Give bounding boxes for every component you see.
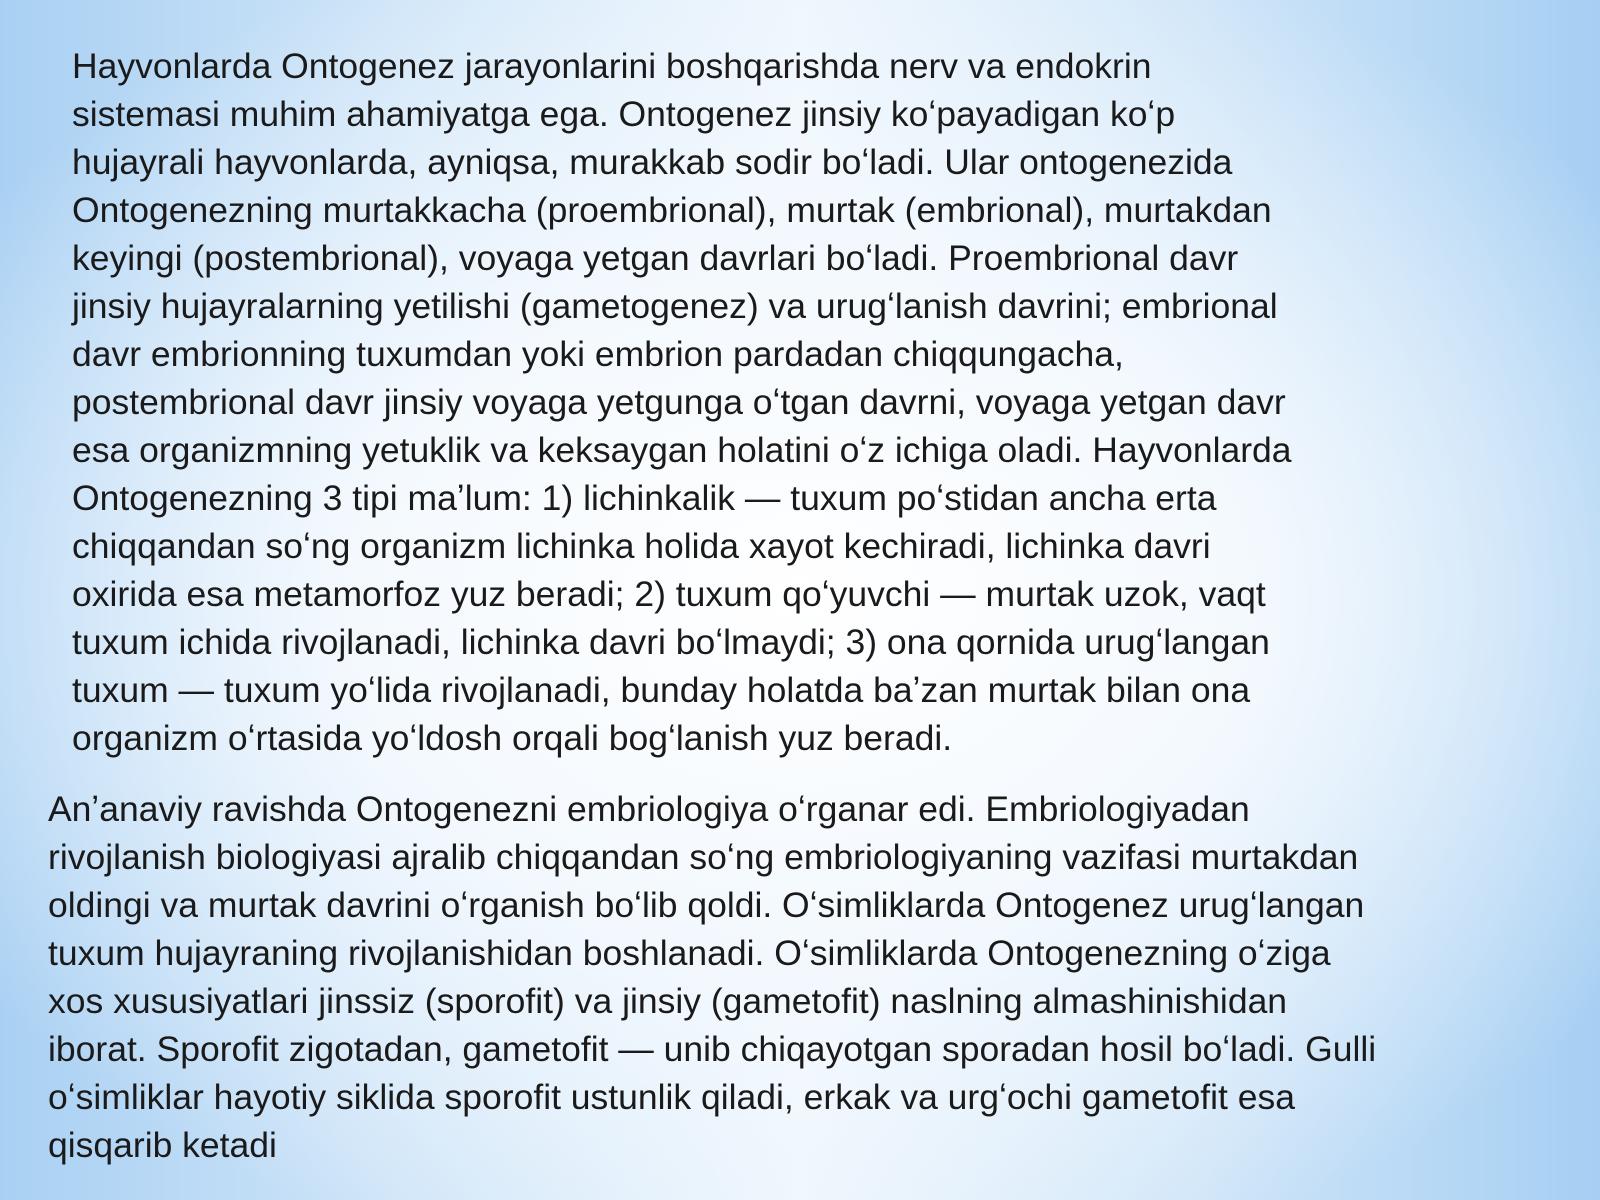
paragraph-plant-ontogenesis: Anʼanaviy ravishda Ontogenezni embriologiya oʻrganar edi. Embriologiyadan rivojlanish biologiyasi ajralib chiqqandan soʻng embriologiyaning vazifasi murtakdan oldingi va murtak davrini oʻrganish boʻlib qoldi. Oʻsimliklarda Ontogenez urugʻlangan tuxum hujayraning rivojlanishidan boshlanadi. Oʻsimliklarda Ontogenezning oʻziga xos xususiyatlari jinssiz (sporofit) va jinsiy (gametofit) naslning almashinishidan iborat. Sporofit zigotadan, gametofit — unib chiqayotgan sporadan hosil boʻladi. Gulli oʻsimliklar hayotiy siklida sporofit ustunlik qiladi, erkak va urgʻochi gametofit esa qisqarib ketadi — [48, 789, 1377, 1165]
paragraph-animal-ontogenesis: Hayvonlarda Ontogenez jarayonlarini boshqarishda nerv va endokrin sistemasi muhim ahamiyatga ega. Ontogenez jinsiy koʻpayadigan koʻp hujayrali hayvonlarda, ayniqsa, murakkab sodir boʻladi. Ular ontogenezida Ontogenezning murtakkacha (proembrional), murtak (embrional), murtakdan keyingi (postembrional), voyaga yetgan davrlari boʻladi. Proembrional davr jinsiy hujayralarning yetilishi (gametogenez) va urugʻlanish davrini; embrional davr embrionning tuxumdan yoki embrion pardadan chiqqungacha, postembrional davr jinsiy voyaga yetgunga oʻtgan davrni, voyaga yetgan davr esa organizmning yetuklik va keksaygan holatini oʻz ichiga oladi. Hayvonlarda Ontogenezning 3 tipi maʼlum: 1) lichinkalik — tuxum poʻstidan ancha erta chiqqandan soʻng organizm lichinka holida xayot kechiradi, lichinka davri oxirida esa metamorfoz yuz beradi; 2) tuxum qoʻyuvchi — murtak uzok, vaqt tuxum ichida rivojlanadi, lichinka davri boʻlmaydi; 3) ona qornida urugʻlangan tuxum — tuxum yoʻlida rivojlanadi, bunday holatda baʼzan murtak bilan ona organizm oʻrtasida yoʻldosh orqali bogʻlanish yuz beradi. — [72, 46, 1292, 758]
